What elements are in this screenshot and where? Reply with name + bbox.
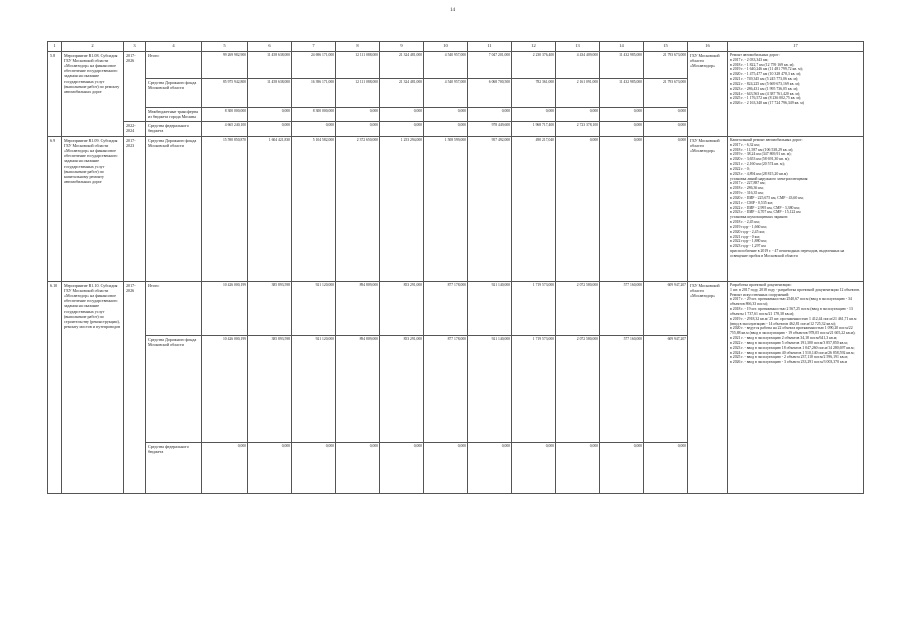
value-cell: 85 975 942,800 xyxy=(202,79,248,108)
result-line: в 2021 году - 0 км; xyxy=(730,234,761,239)
table-row xyxy=(48,52,864,79)
value-cell: 2 230 376,400 xyxy=(512,52,556,79)
period-cell: 2022-2024 xyxy=(124,122,146,137)
value-cell: 609 947,207 xyxy=(644,336,688,443)
value-cell: 21 324 481,000 xyxy=(380,79,424,108)
source-label: Средства федерального бюджета xyxy=(146,443,202,494)
result-line: в 2023 г. - ввод в эксплуатацию 18 объектов 1 047,260 пог.м/14 280,697 кв.м; xyxy=(730,345,855,350)
value-cell: 0,000 xyxy=(424,108,468,122)
result-line: в 2019 г. - 38,24 км (347 869,91 кв. м); xyxy=(730,152,792,157)
value-cell: 0,000 xyxy=(380,443,424,494)
value-cell: 0,000 xyxy=(644,122,688,137)
value-cell: 782 361,000 xyxy=(512,79,556,108)
value-cell: 1 604 421,830 xyxy=(248,137,292,282)
value-cell: 385 893,598 xyxy=(248,336,292,443)
result-line: Капитальный ремонт автомобильных дорог: xyxy=(730,138,803,142)
value-cell: 853 291,000 xyxy=(380,282,424,336)
result-line: в 2023 г. - ПИР - 4,707 км, СМР - 15,122 км xyxy=(730,210,801,215)
result-line: в 2018 г. - 19 шт. протяженностью 2 567,25 пог.м (ввод в эксплуатацию - 13 объекты 1 737,61 пог.м/21 178,38 кв.м); xyxy=(730,307,853,316)
result-line: в 2026 г. - ввод в эксплуатацию - 3 объекта 233,291 пог.м/3 003,370 кв.м xyxy=(730,360,848,365)
row-number: 5.8 xyxy=(48,52,62,137)
value-cell: 894 809,000 xyxy=(336,282,380,336)
results-cell xyxy=(728,137,864,282)
value-cell: 894 809,000 xyxy=(336,336,380,443)
value-cell: 2 072 580,000 xyxy=(556,282,600,336)
result-line: в 2023 году - 1,297 км xyxy=(730,244,766,249)
executor-cell: ГБУ Московской области «Мосавтодор» xyxy=(688,52,728,137)
value-cell: 0,000 xyxy=(556,108,600,122)
result-line: в 2018 г. - 11,587 км (106 538,29 кв. м); xyxy=(730,147,794,152)
value-cell: 0,000 xyxy=(424,443,468,494)
value-cell: 0,000 xyxy=(424,122,468,137)
result-line: Ремонт искусственных сооружений: xyxy=(730,292,790,297)
header-cell: 10 xyxy=(424,42,468,52)
value-cell: 12 111 088,000 xyxy=(336,52,380,79)
value-cell: 0,000 xyxy=(292,122,336,137)
source-label: Средства Дорожного фонда Московской области xyxy=(146,336,202,443)
value-cell: 2 161 091,000 xyxy=(556,79,600,108)
result-line: в 2020 году - 2,45 км; xyxy=(730,229,765,234)
value-cell: 0,000 xyxy=(292,443,336,494)
value-cell: 0,000 xyxy=(600,137,644,282)
result-line: в 2022 г. - 0; xyxy=(730,166,750,171)
header-cell: 16 xyxy=(688,42,728,52)
value-cell: 99 269 982,900 xyxy=(202,52,248,79)
value-cell: 21 793 673,000 xyxy=(644,79,688,108)
value-cell: 490 217,040 xyxy=(512,137,556,282)
result-line: в 2018 г. - 286,36 км; xyxy=(730,186,764,191)
value-cell: 0,000 xyxy=(336,122,380,137)
result-line: в 2023 г. - 286,431 км (1 995 736,05 кв. м); xyxy=(730,86,799,91)
value-cell: 609 947,207 xyxy=(644,282,688,336)
value-cell: 10 426 000,199 xyxy=(202,282,248,336)
header-cell: 12 xyxy=(512,42,556,52)
result-line: в 2022 г. - 824,225 км (5 669 673,169 кв. м); xyxy=(730,81,801,86)
measure-name: Мероприятие R1.10. Субсидия ГБУ Московской области «Мосавтодор» на финансовое обеспечение государственного задания на оказание государственных услуг (выполнение работ) по строительству (реконструкции), ремонту мостов и путепроводов xyxy=(62,282,124,494)
value-cell: 978 449,600 xyxy=(468,122,512,137)
value-cell: 2 723 378,100 xyxy=(556,122,600,137)
result-line: в 2018 г. - 1 822,7 км (12 759 169 кв. м); xyxy=(730,62,795,67)
value-cell: 0,000 xyxy=(468,443,512,494)
value-cell: 24 696 171,000 xyxy=(292,52,336,79)
header-cell: 7 xyxy=(292,42,336,52)
value-cell: 0,000 xyxy=(600,443,644,494)
value-cell: 11 458 638,000 xyxy=(248,52,292,79)
source-label: Итого: xyxy=(146,282,202,336)
result-line: в 2020 г. - ведутся работы на 22 объекта протяженностью 1 090,20 пог.м/22 755,88 кв.м (ввод в эксплуатацию - 19 объектов 978,05 пог.м/21 605,22 кв.м); xyxy=(730,326,856,336)
value-cell: 4 434 409,000 xyxy=(556,52,600,79)
header-cell: 9 xyxy=(380,42,424,52)
result-line: в 2020 г. - 1 475,477 км (10 328 478,3 кв. м); xyxy=(730,72,802,77)
result-line: в 2021 г. - 749,345 км (5 245 773,06 кв. м); xyxy=(730,77,799,82)
source-label: Межбюджетные трансферты из бюджета города Москвы xyxy=(146,108,202,122)
header-cell: 2 xyxy=(62,42,124,52)
executor-cell: ГБУ Московской области «Мосавтодор» xyxy=(688,282,728,494)
result-line: в 2021 г. - СМР - 0,535 км; xyxy=(730,200,774,205)
value-cell: 21 324 481,000 xyxy=(380,52,424,79)
period-cell: 2017-2026 xyxy=(124,52,146,122)
result-line: приспособление в 2019 г. - 47 пешеходных переходов, выделенных на освещение пробок в Московской области xyxy=(730,249,845,258)
header-cell: 11 xyxy=(468,42,512,52)
value-cell: 0,000 xyxy=(380,108,424,122)
result-line: в 2022 г. - ПИР - 2,995 км, СМР - 3,380 км; xyxy=(730,205,800,210)
header-cell: 1 xyxy=(48,42,62,52)
header-cell: 15 xyxy=(644,42,688,52)
value-cell: 921 140,000 xyxy=(468,336,512,443)
header-cell: 4 xyxy=(146,42,202,52)
value-cell: 0,000 xyxy=(600,122,644,137)
value-cell: 16 396 171,000 xyxy=(292,79,336,108)
header-cell: 3 xyxy=(124,42,146,52)
source-label: Средства Дорожного фонда Московской области xyxy=(146,137,202,282)
result-line: установка шумозащитных экранов: xyxy=(730,215,788,220)
table-row xyxy=(48,137,864,282)
source-label: Средства федерального бюджета xyxy=(146,122,202,137)
value-cell: 877 178,000 xyxy=(424,282,468,336)
result-line: в 2017 г. - 227,887 км; xyxy=(730,181,766,186)
value-cell: 11 458 638,000 xyxy=(248,79,292,108)
value-cell: 4 540 957,000 xyxy=(424,79,468,108)
result-line: 1 шт. в 2017 году, 2018 году - разработка проектной документации 12 объектов. xyxy=(730,287,860,292)
value-cell: 1 719 573,000 xyxy=(512,282,556,336)
value-cell: 385 893,598 xyxy=(248,282,292,336)
value-cell: 15 590 850,870 xyxy=(202,137,248,282)
value-cell: 0,000 xyxy=(556,443,600,494)
header-cell: 17 xyxy=(728,42,864,52)
value-cell: 5 104 582,000 xyxy=(292,137,336,282)
value-cell: 4 665 240,100 xyxy=(202,122,248,137)
header-cell: 5 xyxy=(202,42,248,52)
value-cell: 0,000 xyxy=(468,108,512,122)
result-line: в 2026 г. - 2 163,340 км (17 724 796,349 кв. м) xyxy=(730,101,804,106)
value-cell: 4 540 957,000 xyxy=(424,52,468,79)
header-cell: 8 xyxy=(336,42,380,52)
value-cell: 0,000 xyxy=(380,122,424,137)
results-cell xyxy=(728,52,864,137)
value-cell: 6 068 700,500 xyxy=(468,79,512,108)
value-cell: 0,000 xyxy=(336,443,380,494)
header-cell: 6 xyxy=(248,42,292,52)
value-cell: 0,000 xyxy=(248,108,292,122)
page-number: 14 xyxy=(450,8,455,13)
value-cell: 11 432 985,000 xyxy=(600,79,644,108)
result-line: в 2019 г. - 1 640,246 км (11 481 799,72 кв. м); xyxy=(730,67,803,72)
period-cell: 2017-2023 xyxy=(124,137,146,282)
result-line: в 2019 году - 1,660 км; xyxy=(730,224,767,229)
value-cell: 921 120,000 xyxy=(292,282,336,336)
value-cell: 2 372 650,000 xyxy=(336,137,380,282)
value-cell: 0,000 xyxy=(512,443,556,494)
result-line: в 2024 г. - 643,563 км (4 387 761,420 кв. м); xyxy=(730,91,801,96)
value-cell: 2 072 580,000 xyxy=(556,336,600,443)
value-cell: 0,000 xyxy=(600,108,644,122)
result-line: в 2017 г. - 6,32 км; xyxy=(730,142,760,147)
value-cell: 8 300 000,000 xyxy=(202,108,248,122)
result-line: в 2019 г. - 316,35 км; xyxy=(730,191,764,196)
value-cell: 1 508 599,000 xyxy=(424,137,468,282)
value-cell: 7 047 201,000 xyxy=(468,52,512,79)
value-cell: 877 178,000 xyxy=(424,336,468,443)
program-table xyxy=(47,41,864,494)
result-line: в 2022 году - 1,880 км; xyxy=(730,239,767,244)
source-label: Средства Дорожного фонда Московской области xyxy=(146,79,202,108)
result-line: в 2024 г. - ввод в эксплуатацию 40 объектов 1 510,140 пог.м/26 858,592 кв.м; xyxy=(730,350,855,355)
result-line: Ремонт автомобильных дорог: xyxy=(730,53,780,57)
header-cell: 14 xyxy=(600,42,644,52)
value-cell: 921 140,000 xyxy=(468,282,512,336)
source-label: Итого: xyxy=(146,52,202,79)
value-cell: 8 300 000,000 xyxy=(292,108,336,122)
result-line: в 2017 г. - 2 033,343 км; xyxy=(730,57,769,62)
value-cell: 1 253 294,000 xyxy=(380,137,424,282)
value-cell: 0,000 xyxy=(248,122,292,137)
result-line: в 2019 г. - 2918,32 кв.м/ 25 шт. протяженностью 1 412,44 пог.м/21 461,71 кв.м (ввод в эксплуатацию - 14 объектов 462,81 пог.м/12 725,32 кв.м); xyxy=(730,316,857,326)
executor-cell: ГБУ Московской области «Мосавтодор» xyxy=(688,137,728,282)
row-number: 6.9 xyxy=(48,137,62,282)
value-cell: 853 291,000 xyxy=(380,336,424,443)
value-cell: 0,000 xyxy=(512,108,556,122)
result-line: установка линий наружного электроосвещения: xyxy=(730,176,809,181)
result-line: в 2022 г. - ввод в эксплуатацию 5 объектов 191,300 пог.м/3 857,850 кв.м; xyxy=(730,340,848,345)
value-cell: 0,000 xyxy=(336,108,380,122)
value-cell: 577 160,000 xyxy=(600,336,644,443)
value-cell: 0,000 xyxy=(202,443,248,494)
result-line: в 2017 г. - 29 шт. протяженностью 2540,67 пог.м (ввод в эксплуатацию - 34 объектов 866,33 пог.м); xyxy=(730,297,852,307)
value-cell: 0,000 xyxy=(248,443,292,494)
value-cell: 12 111 088,000 xyxy=(336,79,380,108)
result-line: в 2025 г. - ввод в эксплуатацию - 2 объекта 237,110 пог.м/2 596,191 кв.м; xyxy=(730,355,848,360)
value-cell: 0,000 xyxy=(644,443,688,494)
table-row xyxy=(48,282,864,336)
value-cell: 1 719 573,000 xyxy=(512,336,556,443)
value-cell: 21 793 673,000 xyxy=(644,52,688,79)
result-line: в 2018 г. - 2,45 км; xyxy=(730,220,760,225)
result-line: в 2021 г. - 2,160 км (20 574 кв. м); xyxy=(730,162,785,167)
value-cell: 0,000 xyxy=(556,137,600,282)
measure-name: Мероприятие R1.09. Субсидия ГБУ Московской области «Мосавтодор» на финансовое обеспечение государственного задания на оказание государственных услуг (выполнение работ) по капитальному ремонту автомобильных дорог xyxy=(62,137,124,282)
value-cell: 957 492,000 xyxy=(468,137,512,282)
value-cell: 921 120,000 xyxy=(292,336,336,443)
result-line: в 2021 г. - ввод в эксплуатацию 2 объектов 34,18 пог.м/641,3 кв.м; xyxy=(730,336,838,341)
result-line: в 2025 г. - 1 176,572 км (8 236 002,75 кв. м); xyxy=(730,96,802,101)
value-cell: 11 432 985,000 xyxy=(600,52,644,79)
result-line: в 2020 г. - 3,653 км (58 691,30 кв. м); xyxy=(730,157,790,162)
result-line: в 2020 г. - ПИР - 225,675 км, СМР - 43,60 км; xyxy=(730,195,804,200)
value-cell: 0,000 xyxy=(644,108,688,122)
value-cell: 577 160,000 xyxy=(600,282,644,336)
result-line: в 2023 г. - 4,894 км (28 815,20 кв.м) xyxy=(730,171,788,176)
results-cell xyxy=(728,282,864,494)
value-cell: 1 968 717,400 xyxy=(512,122,556,137)
header-cell: 13 xyxy=(556,42,600,52)
row-number: 6.10 xyxy=(48,282,62,494)
period-cell: 2017-2026 xyxy=(124,282,146,494)
measure-name: Мероприятие R1.08. Субсидия ГБУ Московской области «Мосавтодор» на финансовое обеспечение государственного задания на оказание государственных услуг (выполнение работ) по ремонту автомобильных дорог xyxy=(62,52,124,137)
value-cell: 10 426 000,199 xyxy=(202,336,248,443)
result-line: Разработка проектной документации: xyxy=(730,283,792,287)
value-cell: 0,000 xyxy=(644,137,688,282)
header-row xyxy=(48,42,864,52)
